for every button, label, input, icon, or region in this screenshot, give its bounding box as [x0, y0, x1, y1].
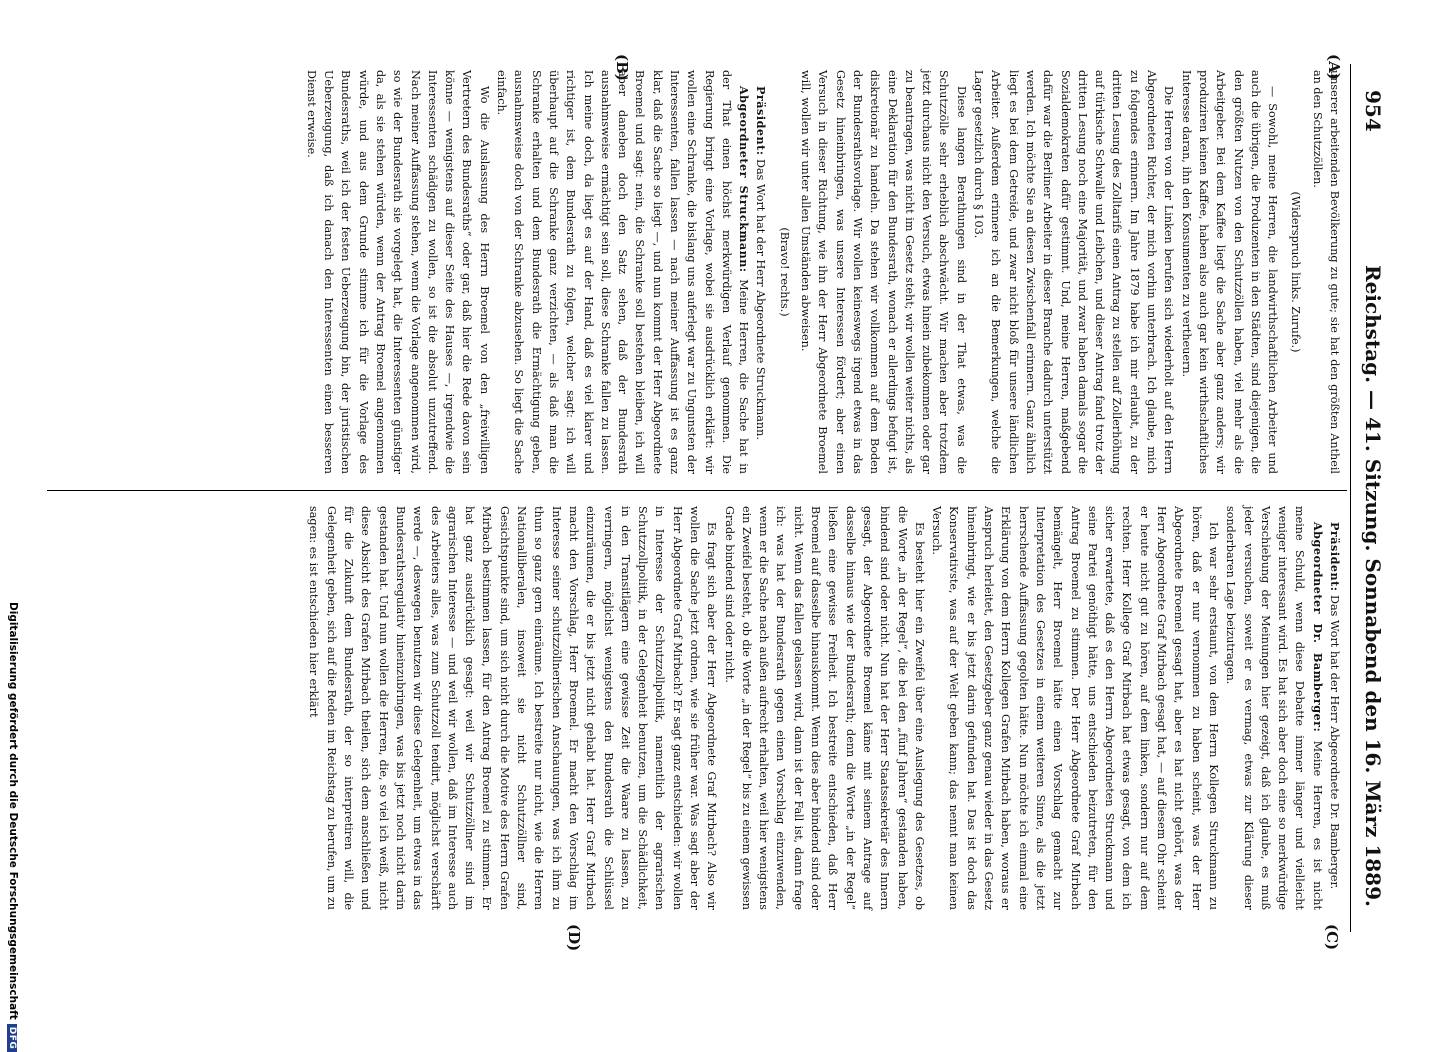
body-paragraph: unserer arbeitenden Bevölkerung zu gute; sie hat den größten Antheil an den Schutzzöllen.	[1310, 70, 1341, 474]
interjection: (Widerspruch links. Zurufe.)	[1289, 191, 1303, 353]
body-paragraph: Wo die Auslassung des Herrn Broemel von den „freiwilligen Vertretern des Bundesraths“ oder gar, daß hier die Rede davon sein könne — wenigstens auf dieser Seite des Hauses —, irgendwie die Interessenten schädigen zu wollen, so ist die absolut unzutreffend. Nach meiner Auffassung stehen, wenn die Vorlage angenommen wird, so wie der Bundesrath sie vorgelegt hat, die Interessenten günstiger da, als sie stehen würden, wenn der Antrag Broemel angenommen würde, und aus dem Grunde stimme ich für die Vorlage des Bundesraths, weil ich der festen Ueberzeugung bin, der juristischen Ueberzeugung, daß ich danach den Interessenten einen besseren Dienst erweise.	[304, 70, 491, 474]
body-paragraph: Es fragt sich aber der Herr Abgeordnete Graf Mirbach? Also wir wollen die Sache jetzt ordnen, wie sie früher war. Was sagt aber der Herr Abgeordnete Graf Mirbach? Er sagt ganz entschieden: wir wollen in Interesse der Schutzzollpolitik, namentlich der agrarischen Schutzzollpolitik, in der Gelegenheit benutzen, um die Schädlichkeit, in den Transitlägern eine gewisse Zeit die Waare zu lassen, zu verringern, möglichst wenigstens den Bundesrath die Schlüssel einzuräumen, die er bis jetzt nicht gehabt hat. Herr Graf Mirbach macht den Vorschlag, Herr Broemel. Er macht den Vorschlag im Interesse seiner schutzzöllnerischen Anschauungen, was ich ihm zu thun so ganz gern einräume. Ich bestreite nur nicht, wie die Herren Nationalliberalen, insoweit sie nicht Schutzzöllner sind, Gesichtspunkte sind, um sich nicht durch die Motive des Herrn Grafen Mirbach bestimmen lassen, für den Antrag Broemel zu stimmen. Er hat ganz ausdrücklich gesagt: weil wir Schutzzöllner sind im agrarischen Interesse — und weil wir wollen, daß im Interesse auch des Arbeiters alles, was zum Schutzzoll tendirt, möglichst verschärft werde —, deswegen benutzen wir diese Gelegenheit, um etwas in das Bundesrathsregulativ hineinzubringen, was bis jetzt noch nicht darin gestanden hat. Und nun wollen die Herren, die, so viel ich weiß, nicht diese Absicht des Grafen Mirbach theilen, sich dem anschließen und für die Zukunft dem Bundesrath, der so interpretiren will, die Gelegenheit geben, sich auf die Reden im Reichstag zu berufen, um zu sagen: es ist entschieden hier erklärt	[307, 506, 719, 910]
body-paragraph: Diese langen Berathungen sind in der That etwas, was die Schutzzölle sehr erheblich abschwächt. Wir machen aber trotzdem jetzt durchaus nicht den Versuch, etwas hinein zubekommen oder gar zu beantragen, was nicht im Gesetz steht; wir wollen weiter nichts, als eine Deklaration für den Bundesrath, wonach er allerdings befugt ist, diskretionär zu handeln. Da stehen wir vollkommen auf dem Boden der Bundesrathsvorlage. Wir wollen keineswegs irgend etwas in das Gesetz hineinbringen, was unsere Interessen fördert; aber einen Versuch in dieser Richtung, wie ihn der Herr Abgeordnete Broemel will, wollen wir unter allen Umständen abweisen.	[799, 70, 968, 474]
column-divider	[47, 490, 1347, 491]
body-paragraph: Die Herren von der Linken berufen sich wiederholt auf den Herrn Abgeordneten Richter, der mich vorhin unterbrach. Ich glaube, mich zu folgendes erinnern. Im Jahre 1879 habe ich mir erlaubt, zu der dritten Lesung des Zolltarifs einen Antrag zu stellen auf Zollerhöhung auf türkische Schwalle und Leibchen, und dieser Antrag fand trotz der dritten Lesung noch eine Majorität, und zwar haben damals sogar die Sozialdemokraten dafür gestimmt. Und, meine Herren, maßgebend dafür war die Berliner Arbeiter in dieser Branche dadurch unterstützt werden. Ich möchte Sie an diesen Zwischenfall erinnern. Ganz ähnlich liegt es bei dem Getreide, und zwar nicht bloß für unsere ländlichen Arbeiter. Außerdem erinnere ich an die Bemerkungen, welche die Lager gesetzlich durch § 103.	[972, 70, 1176, 474]
speech-text: Das Wort hat der Herr Abgeordnete Dr. Bamberger.	[1328, 595, 1341, 890]
body-paragraph: Ich war sehr erstaunt, von dem Herrn Kollegen Struckmann zu hören, daß er nur vernommen zu haben scheint, was der Herr Abgeordnete Broemel gesagt hat, aber es hat nicht gehört, was der Herr Abgeordnete Graf Mirbach gesagt hat, — auf diesem Ohr scheint er heute nicht gut zu hören, auf dem linken, sondern nur auf dem rechten. Herr Kollege Graf Mirbach hat etwas gesagt, von dem ich sicher erwartete, daß es den Herrn Abgeordneten Struckmann und seine Partei genöthigt hätte, uns entschieden beizutreten, für den Antrag Broemel zu stimmen. Der Herr Abgeordnete Graf Mirbach bemängelt, Herr Broemel hätte einen Vorschlag gemacht zur Interpretation des Gesetzes in einem weiteren Sinne, als die jetzt herrschende Auffassung gegolten hätte. Nun möchte ich einmal eine Erklärung von dem Herrn Kollegen Grafen Mirbach haben, woraus er Anspruch herleitet, den Gesetzgeber ganz genau wieder in das Gesetz hineinbringt, wie er bis jetzt darin gefunden hat. Das ist doch das Konservativste, was auf der Welt geben kann; das nennt man keinen Versuch.	[930, 506, 1220, 910]
rotated-page	[41, 50, 1391, 950]
margin-letter-d: (D)	[565, 924, 583, 952]
header-rule	[1350, 64, 1351, 932]
dfg-logo-icon: DFG	[7, 1024, 17, 1052]
speech-text: Das Wort hat der Herr Abgeordnete Struckmann.	[754, 159, 768, 440]
page-header	[1351, 90, 1385, 930]
speech-paragraph	[1222, 506, 1326, 910]
body-paragraph: — Sowohl, meine Herren, die landwirthschaftlichen Arbeiter und auch die übrigen, die Produzenten in den Städten, sind diejenigen, die den größten Nutzen von den Schutzzöllen haben, viel mehr als die Arbeitgeber. Bei dem Kaffee liegt die Sache aber ganz anders; wir produziren keinen Kaffee, haben also auch gar kein wirthschaftliches Interesse daran, ihn den Konsumenten zu vertheuern.	[1179, 70, 1280, 474]
margin-letter-c: (C)	[1323, 924, 1341, 951]
speech-paragraph	[493, 70, 752, 474]
digitization-credit-strip	[1, 600, 25, 1050]
margin-letter-b: (B)	[613, 54, 631, 81]
speech-text: Meine Herren, die Sache hat in der That einen höchst merkwürdigen Verlauf genommen. Die Regierung bringt eine Vorlage, wobei sie ausdrücklich erklärt: wir wollen eine Schranke, die bislang uns auferlegt war zu Ungunsten der Interessenten, fallen lassen — nach meiner Auffassung ist es ganz klar, daß die Sache so liegt —, und nun kommt der Herr Abgeordnete Broemel und sagt: nein, die Schranke soll bestehen bleiben, ich will aber daneben doch den Satz sehen, daß der Bundesrath ausnahmsweise ermächtigt sein soll, diese Schranke fallen zu lassen. Ich meine doch, da liegt es auf der Hand, daß es viel klarer und richtiger ist, dem Bundesrath zu folgen, welcher sagt: ich will überhaupt auf die Schranke ganz verzichten, — als daß man die Schranke erhalten und dem Bundesrath die Ermächtigung geben, ausnahmsweise doch von der Schranke abzusehen. So liegt die Sache einfach.	[495, 70, 751, 475]
speech-paragraph	[1326, 506, 1343, 910]
digitization-credit	[7, 602, 19, 1050]
page-number: 954	[1361, 90, 1385, 132]
right-column	[305, 506, 1343, 910]
page-title: Reichstag. — 41. Sitzung. Sonnabend den 16. März 1889.	[1361, 265, 1385, 907]
interjection: (Bravo! rechts.)	[777, 227, 791, 317]
speech-text: Meine Herren, es ist nicht meine Schuld, wenn diese Debatte immer länger und vielleicht weniger interessant wird. Es hat sich aber doch eine so merkwürdige Verschiebung der Meinungen hier gezeigt, daß ich glaube, es muß jeder versuchen, soweit er es vermag, etwas zur Klärung dieser sonderbaren Lage beizutragen.	[1224, 506, 1324, 910]
left-column	[302, 70, 1343, 474]
speaker-name: Präsident:	[754, 86, 769, 156]
speaker-name: Abgeordneter Struckmann:	[737, 86, 752, 273]
body-paragraph: Es besteht hier ein Zweifel über eine Auslegung des Gesetzes, ob die Worte „in der Regel“, die bei den „fünf Jahren“ gestanden haben, bindend sind oder nicht. Nun hat der Herr Staatssekretär des Innern gesagt, der Abgeordnete Broemel käme mit seinem Antrage auf dasselbe hinaus wie der Bundesrath; denn die Worte „in der Regel“ ließen eine gewisse Freiheit. Ich bestreite entschieden, daß Herr Broemel auf dasselbe hinauskommt. Wenn dies aber bindend sind oder nicht. Wenn das fallen gelassen wird, dann ist der Fall ist, dann frage ich: was hat der Bundesrath gegen einen Vorschlag einzuwenden, wenn er die Sache nach außen aufrecht erhalten, weil hier wenigstens ein Zweifel besteht, ob die Worte „in der Regel“ bis zu einem gewissen Grade bindend sind oder nicht.	[722, 506, 926, 910]
speaker-name: Abgeordneter Dr. Bamberger:	[1310, 522, 1325, 733]
speaker-name: Präsident:	[1328, 522, 1342, 592]
digitization-credit-text: Digitalisierung gefördert durch die Deutsche Forschungsgemeinschaft	[7, 602, 19, 1020]
speech-paragraph	[752, 70, 769, 474]
margin-letter-a: (A)	[1325, 54, 1343, 80]
